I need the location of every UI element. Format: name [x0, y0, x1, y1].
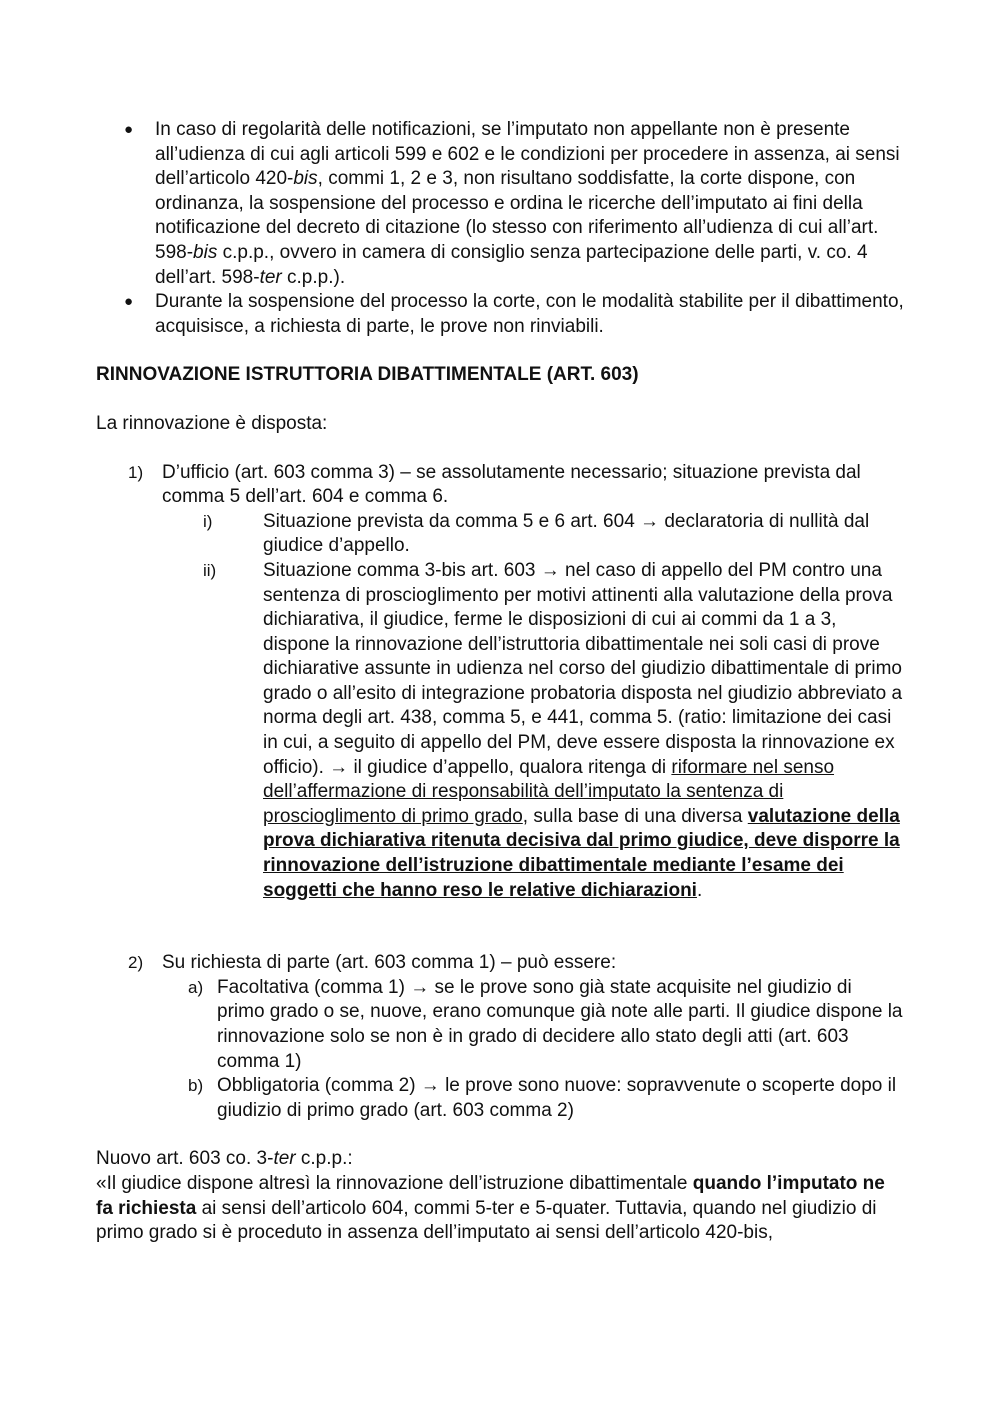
- italic-term: bis: [293, 168, 318, 190]
- bold-underlined-text: valutazione della prova dichiarativa ritenuta decisiva dal primo giudice, deve disporre la rinnovazione dell’istruzione dibattimentale mediante l’esame dei soggetti che hanno reso le relative dichiarazioni: [263, 805, 900, 901]
- sub-item-a: [96, 976, 904, 1074]
- list-text: Situazione prevista da comma 5 e 6 art. 604 → declaratoria di nullità dal giudice d’appello.: [263, 510, 870, 557]
- italic-term: bis: [193, 241, 218, 263]
- sub-item-ii: [96, 559, 904, 903]
- bullet-text: In caso di regolarità delle notificazioni, se l’imputato non appellante non è presente all’udienza di cui agli articoli 599 e 602 e le condizioni per procedere in assenza, ai sensi dell’articolo 420-: [155, 119, 900, 190]
- list-text: , sulla base di una diversa: [522, 805, 748, 827]
- list-marker: a): [188, 977, 204, 997]
- bullet-item-sospensione: [96, 118, 904, 290]
- list-marker: b): [188, 1076, 204, 1096]
- list-item-2: [96, 951, 904, 976]
- bullet-item-prove: [96, 290, 904, 339]
- nuovo-articolo-title: [96, 1147, 904, 1172]
- quoted-article-text: [96, 1172, 904, 1246]
- list-text: Su richiesta di parte (art. 603 comma 1) – può essere:: [162, 952, 617, 974]
- sub-item-i: [96, 510, 904, 559]
- list-text: Situazione comma 3-bis art. 603 → nel caso di appello del PM contro una sentenza di proscioglimento per motivi attinenti alla valutazione della prova dichiarativa, il giudice, ferme le disposizioni di cui ai commi da 1 a 3, dispone la rinnovazione dell’istruttoria dibattimentale nei soli casi di prove dichiarative assunte in udienza nel corso del giudizio dibattimentale di primo grado o all’esito di integrazione probatoria disposta nel giudizio abbreviato a norma degli art. 438, comma 5, e 441, comma 5. (ratio: limitazione dei casi in cui, a seguito di appello del PM, deve essere disposta la rinnovazione ex officio). → il giudice d’appello, qualora ritenga di: [263, 559, 903, 778]
- list-text: .: [696, 879, 703, 901]
- italic-term: ter: [259, 266, 282, 288]
- bullet-icon: ●: [124, 293, 134, 311]
- intro-text: La rinnovazione è disposta:: [96, 412, 328, 434]
- text-span: ai sensi dell’articolo 604, commi 5-ter e 5-quater. Tuttavia, quando nel giudizio di primo grado si è proceduto in assenza dell’imputato ai sensi dell’articolo 420-bis,: [96, 1197, 877, 1244]
- bullet-text: c.p.p., ovvero in camera di consiglio senza partecipazione delle parti, v. co. 4 dell’art. 598-: [155, 241, 868, 288]
- list-text: Facoltativa (comma 1) → se le prove sono già state acquisite nel giudizio di primo grado o se, nuove, erano comunque già note alle parti. Il giudice dispone la rinnovazione solo se non è in grado di decidere allo stato degli atti (art. 603 comma 1): [217, 976, 903, 1072]
- list-marker: 1): [128, 462, 144, 482]
- section-heading: RINNOVAZIONE ISTRUTTORIA DIBATTIMENTALE (ART. 603): [96, 364, 639, 386]
- list-text: D’ufficio (art. 603 comma 3) – se assolutamente necessario; situazione prevista dal comma 5 dell’art. 604 e comma 6.: [162, 461, 861, 508]
- list-text: Obbligatoria (comma 2) → le prove sono nuove: sopravvenute o scoperte dopo il giudizio di primo grado (art. 603 comma 2): [217, 1075, 897, 1121]
- list-item-1: [96, 461, 904, 510]
- bullet-text: , commi 1, 2 e 3, non risultano soddisfatte, la corte dispone, con ordinanza, la sospensione del processo e ordina le ricerche dell’imputato ai fini della notificazione del decreto di citazione (lo stesso con riferimento all’udienza di cui all’art. 598-: [155, 168, 879, 263]
- bold-text: quando l’imputato ne fa richiesta: [96, 1172, 885, 1219]
- text-span: Nuovo art. 603 co. 3-: [96, 1148, 274, 1170]
- text-span: «Il giudice dispone altresì la rinnovazione dell’istruzione dibattimentale: [96, 1172, 693, 1194]
- sub-item-b: [96, 1074, 904, 1123]
- bullet-text: c.p.p.).: [281, 266, 346, 288]
- text-span: c.p.p.:: [295, 1148, 353, 1170]
- list-marker: ii): [203, 560, 217, 580]
- italic-term: ter: [273, 1148, 296, 1170]
- list-marker: 2): [128, 953, 144, 973]
- underlined-text: riformare nel senso dell’affermazione di responsabilità dell’imputato la sentenza di proscioglimento di primo grado: [263, 756, 835, 827]
- bullet-icon: ●: [124, 121, 134, 138]
- bullet-text: Durante la sospensione del processo la corte, con le modalità stabilite per il dibattimento, acquisisce, a richiesta di parte, le prove non rinviabili.: [155, 291, 904, 337]
- list-marker: i): [203, 511, 213, 531]
